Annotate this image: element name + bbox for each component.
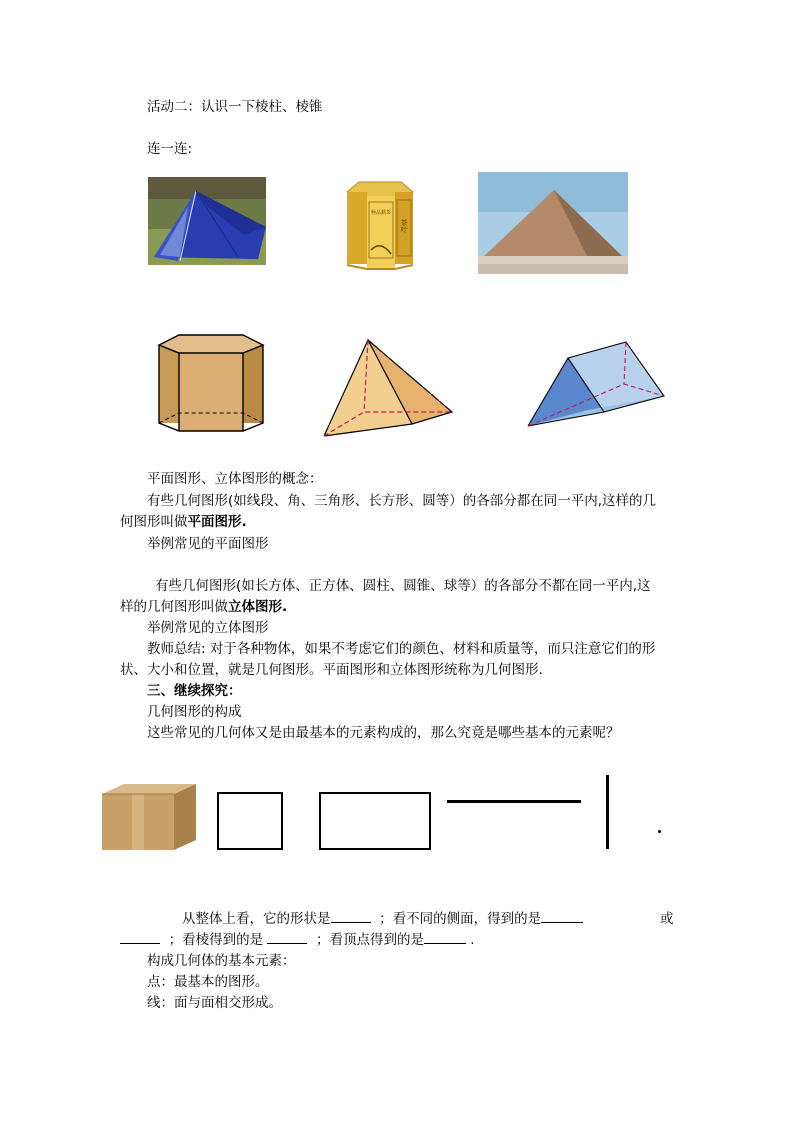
line-segment-vertical [606, 775, 609, 849]
blank-side-face-alt[interactable] [120, 931, 160, 944]
blank-vertex[interactable] [424, 931, 466, 944]
square-pyramid-drawing [320, 336, 456, 440]
pyramid-photo [478, 172, 628, 274]
point-dot [658, 830, 661, 833]
cardboard-box-photo [102, 784, 196, 850]
summary-line1: 教师总结: 对于各种物体，如果不考虑它们的颜色、材料和质量等，而只注意它们的形 [147, 641, 656, 657]
plane-term: 平面图形. [187, 514, 247, 530]
tent-photo [148, 177, 266, 265]
triangular-prism-drawing [524, 340, 668, 430]
blank-edge[interactable] [267, 931, 307, 944]
section3-title: 三、继续探究： [147, 683, 242, 699]
match-prompt: 连一连: [147, 141, 193, 157]
rectangle-shape [319, 792, 431, 850]
blank-side-face[interactable] [541, 910, 583, 923]
tea-label-big: 茶叶 [400, 219, 408, 233]
solid-example: 举例常见的立体图形 [147, 620, 269, 636]
plane-definition-line1: 有些几何图形(如线段、角、三角形、长方形、圆等）的各部分都在同一平内,这样的几 [147, 493, 657, 509]
elements-title: 构成几何体的基本元素： [147, 953, 296, 969]
hexagonal-prism-drawing [155, 333, 267, 435]
line-segment-horizontal [447, 800, 581, 803]
line-definition: 线：面与面相交形成。 [147, 995, 282, 1011]
composition-title: 几何图形的构成 [147, 704, 242, 720]
solid-term: 立体图形. [228, 599, 288, 615]
fill-line1: 从整体上看，它的形状是 ；看不同的侧面，得到的是 [182, 910, 583, 929]
plane-definition-line2: 何图形叫做平面图形. [120, 514, 247, 530]
blank-overall-shape[interactable] [331, 910, 371, 923]
solid-definition-line2: 样的几何图形叫做立体图形. [120, 599, 288, 615]
tea-box-photo [345, 180, 415, 272]
solid-definition-line1: 有些几何图形(如长方体、正方体、圆柱、圆锥、球等）的各部分不都在同一平内,这 [155, 578, 651, 594]
square-shape [217, 792, 283, 850]
summary-line2: 状、大小和位置，就是几何图形。平面图形和立体图形统称为几何图形. [120, 662, 543, 678]
point-definition: 点：最基本的图形。 [147, 974, 269, 990]
composition-question: 这些常见的几何体又是由最基本的元素构成的，那么究竟是哪些基本的元素呢？ [147, 725, 620, 741]
fill-or: 或 [660, 911, 674, 927]
fill-line2: ；看棱得到的是 ；看顶点得到的是 . [120, 931, 475, 950]
tea-label-small: 極品銘茶 [370, 210, 392, 216]
activity-title: 活动二：认识一下棱柱、棱锥 [147, 99, 323, 115]
concept-heading: 平面图形、立体图形的概念： [147, 471, 323, 487]
plane-example: 举例常见的平面图形 [147, 536, 269, 552]
